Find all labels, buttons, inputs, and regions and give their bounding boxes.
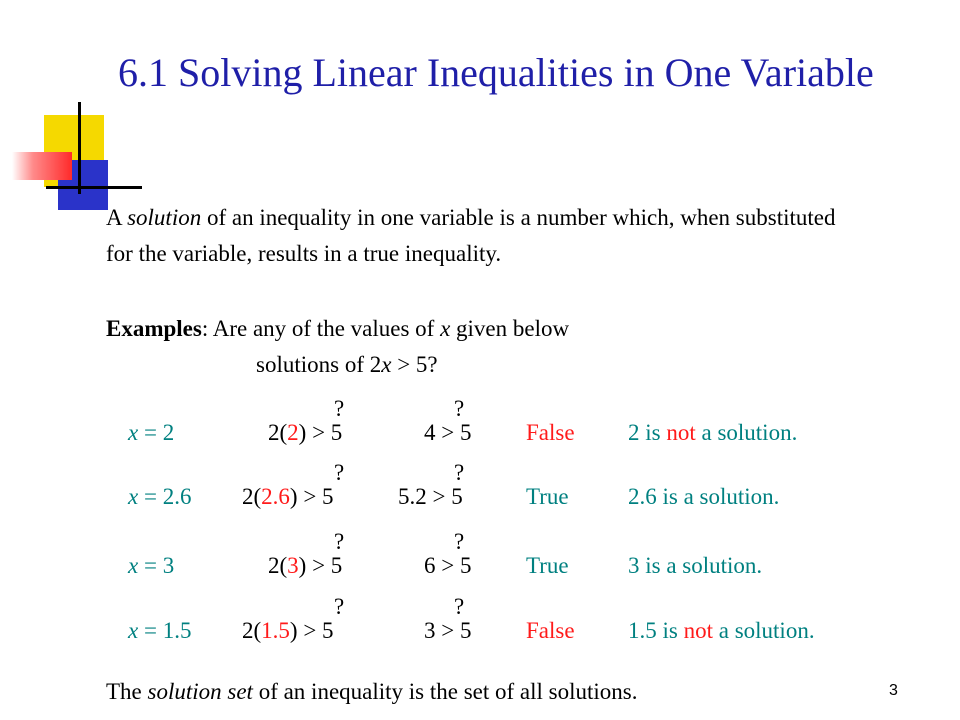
examples-text: : Are any of the values of [201, 316, 441, 341]
note-not: not [666, 420, 696, 445]
substitution [242, 618, 334, 644]
substitution-suffix: ) > 5 [298, 420, 343, 445]
definition-text-2: of an inequality in one variable is a number which, when substituted for the variable, results in a true inequality. [106, 205, 836, 266]
footer-text-1: The [106, 679, 148, 704]
solution-note [628, 420, 797, 446]
substituted-value: 3 [287, 553, 299, 578]
substitution-suffix: ) > 5 [298, 553, 343, 578]
example-row [0, 396, 960, 466]
substitution-prefix: 2( [242, 484, 262, 509]
examples-line2-a: solutions of 2 [256, 352, 382, 377]
note-text: 1.5 is [628, 618, 684, 643]
simplified-inequality: 6 > 5 [424, 553, 472, 578]
note-text: 2 is [628, 420, 667, 445]
simplified-inequality: 3 > 5 [424, 618, 472, 643]
question-mark: ? [454, 396, 465, 421]
simplified-inequality: 5.2 > 5 [398, 484, 463, 509]
x-equals: = 3 [138, 553, 175, 578]
x-equals: = 2.6 [138, 484, 192, 509]
decor-vertical-line [78, 102, 81, 194]
note-not: not [683, 618, 713, 643]
x-equals: = 2 [138, 420, 175, 445]
question-mark: ? [334, 396, 345, 421]
substitution-prefix: 2( [268, 420, 288, 445]
question-mark: ? [454, 529, 465, 554]
question-mark: ? [334, 460, 345, 485]
question-mark: ? [334, 594, 345, 619]
simplified-inequality: 4 > 5 [424, 420, 472, 445]
definition-paragraph [106, 200, 866, 272]
question-mark: ? [334, 529, 345, 554]
substitution [268, 553, 342, 579]
examples-line2-b: > 5? [391, 352, 438, 377]
decor-red-bar [12, 152, 72, 180]
x-variable: x [128, 484, 139, 509]
x-value [128, 553, 174, 579]
result-true: True [526, 553, 569, 578]
x-value [128, 618, 191, 644]
examples-line2-variable: x [381, 352, 392, 377]
examples-line-2 [256, 347, 438, 383]
note-text-end: a solution. [712, 618, 815, 643]
slide-title: 6.1 Solving Linear Inequalities in One Variable [118, 50, 874, 95]
question-mark: ? [454, 460, 465, 485]
x-value [128, 420, 174, 446]
substitution [268, 420, 342, 446]
example-row [0, 529, 960, 599]
decor-horizontal-line [46, 186, 142, 189]
solution-note: 3 is a solution. [628, 553, 763, 578]
substituted-value: 2.6 [261, 484, 290, 509]
definition-text-1: A [106, 205, 128, 230]
substitution-suffix: ) > 5 [289, 618, 334, 643]
x-equals: = 1.5 [138, 618, 192, 643]
page-number: 3 [889, 682, 898, 699]
x-variable: x [128, 553, 139, 578]
substituted-value: 2 [287, 420, 299, 445]
substitution-suffix: ) > 5 [289, 484, 334, 509]
examples-line-1 [106, 311, 569, 347]
examples-label: Examples [106, 316, 202, 341]
substitution-prefix: 2( [268, 553, 288, 578]
result-true: True [526, 484, 569, 509]
solution-note: 2.6 is a solution. [628, 484, 780, 509]
example-row [0, 460, 960, 530]
question-mark: ? [454, 594, 465, 619]
examples-text-end: given below [450, 316, 570, 341]
result-false: False [526, 618, 575, 643]
definition-term: solution [127, 205, 202, 230]
x-value [128, 484, 191, 510]
solution-set-definition [106, 674, 638, 710]
solution-note [628, 618, 815, 644]
note-text-end: a solution. [695, 420, 798, 445]
x-variable: x [128, 420, 139, 445]
example-row [0, 594, 960, 664]
footer-text-2: of an inequality is the set of all solutions. [252, 679, 638, 704]
substitution [242, 484, 334, 510]
substitution-prefix: 2( [242, 618, 262, 643]
x-variable: x [128, 618, 139, 643]
substituted-value: 1.5 [261, 618, 290, 643]
result-false: False [526, 420, 575, 445]
footer-term: solution set [147, 679, 253, 704]
examples-variable: x [440, 316, 451, 341]
